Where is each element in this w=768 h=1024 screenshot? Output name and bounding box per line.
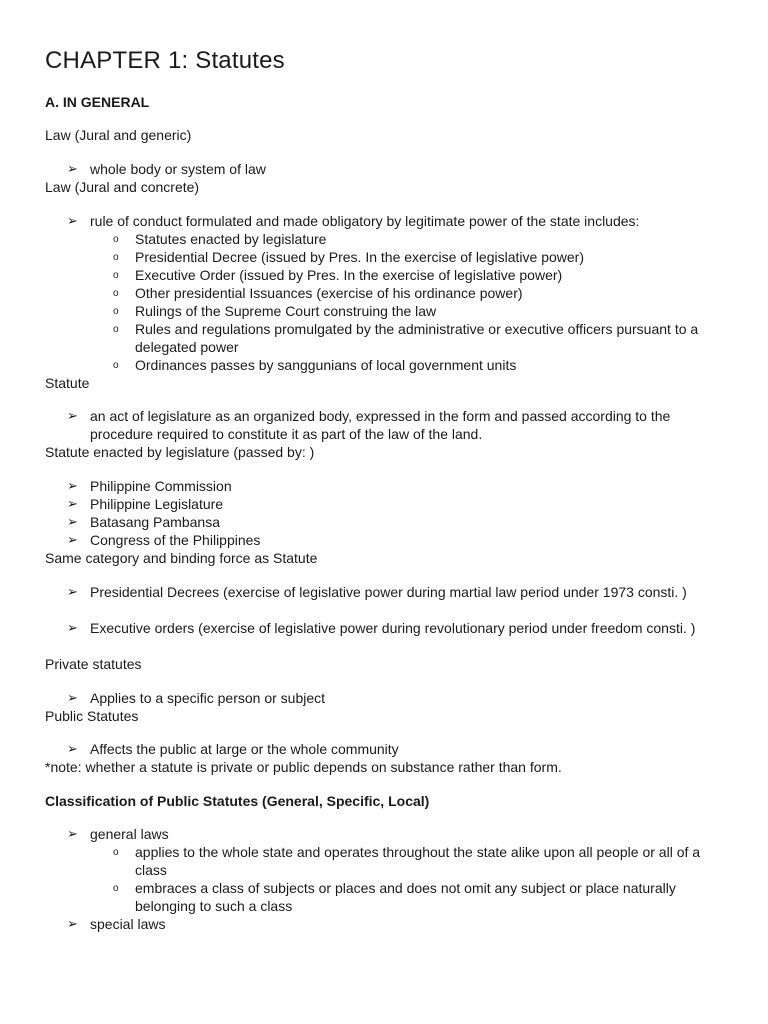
sub-bullet-text: applies to the whole state and operates throughout the state alike upon all people or all of a class	[135, 844, 701, 878]
arrow-bullet-icon: ➢	[67, 826, 78, 841]
arrow-bullet-icon: ➢	[67, 532, 78, 547]
arrow-bullet-icon: ➢	[67, 584, 78, 599]
bullet-item	[67, 915, 735, 933]
bullet-item	[67, 825, 735, 843]
sub-bullet-item	[113, 302, 735, 320]
circle-bullet-icon: o	[113, 324, 119, 335]
arrow-bullet-icon: ➢	[67, 690, 78, 705]
arrow-bullet-icon: ➢	[67, 916, 78, 931]
bullet-item	[67, 619, 735, 637]
bullet-text: special laws	[90, 916, 166, 932]
arrow-bullet-icon: ➢	[67, 213, 78, 228]
bullet-text: Batasang Pambansa	[90, 514, 220, 530]
sub-bullet-text: Rulings of the Supreme Court construing the law	[135, 303, 437, 319]
sub-bullet-item	[113, 284, 735, 302]
bullet-text: Applies to a specific person or subject	[90, 690, 326, 706]
bullet-item	[67, 689, 735, 707]
arrow-bullet-icon: ➢	[67, 496, 78, 511]
bullet-text: Congress of the Philippines	[90, 532, 261, 548]
bullet-item	[67, 160, 735, 178]
sub-bullet-text: Other presidential Issuances (exercise of his ordinance power)	[135, 285, 523, 301]
bullet-text: Philippine Legislature	[90, 496, 224, 512]
section-heading-in-general: A. IN GENERAL	[45, 94, 150, 110]
term-law-generic: Law (Jural and generic)	[45, 127, 192, 143]
term-public-statutes: Public Statutes	[45, 708, 139, 724]
bullet-text: Executive orders (exercise of legislative power during revolutionary period under freedom consti. )	[90, 620, 696, 636]
circle-bullet-icon: o	[113, 270, 119, 281]
arrow-bullet-icon: ➢	[67, 408, 78, 423]
sub-bullet-text: Rules and regulations promulgated by the administrative or executive officers pursuant to a delegated power	[135, 321, 699, 355]
sub-bullet-item	[113, 879, 735, 915]
circle-bullet-icon: o	[113, 360, 119, 371]
bullet-item	[67, 513, 735, 531]
bullet-item	[67, 531, 735, 549]
arrow-bullet-icon: ➢	[67, 161, 78, 176]
sub-bullet-text: Presidential Decree (issued by Pres. In the exercise of legislative power)	[135, 249, 584, 265]
bullet-item	[67, 740, 735, 758]
sub-bullet-item	[113, 266, 735, 284]
circle-bullet-icon: o	[113, 234, 119, 245]
bullet-text: general laws	[90, 826, 169, 842]
circle-bullet-icon: o	[113, 883, 119, 894]
circle-bullet-icon: o	[113, 306, 119, 317]
sub-bullet-item	[113, 356, 735, 374]
term-private-statutes: Private statutes	[45, 656, 142, 672]
term-statute-enacted: Statute enacted by legislature (passed by: )	[45, 444, 315, 460]
sub-bullet-text: Executive Order (issued by Pres. In the exercise of legislative power)	[135, 267, 563, 283]
bullet-item	[67, 583, 735, 601]
bullet-item	[67, 407, 735, 443]
section-heading-classification: Classification of Public Statutes (General, Specific, Local)	[45, 793, 430, 809]
bullet-item	[67, 212, 735, 230]
bullet-text: Affects the public at large or the whole community	[90, 741, 399, 757]
chapter-title: CHAPTER 1: Statutes	[45, 47, 285, 74]
bullet-text: an act of legislature as an organized body, expressed in the form and passed according to the procedure required to constitute it as part of the law of the land.	[90, 408, 671, 442]
sub-bullet-text: Statutes enacted by legislature	[135, 231, 327, 247]
circle-bullet-icon: o	[113, 288, 119, 299]
note-text: *note: whether a statute is private or public depends on substance rather than form.	[45, 759, 562, 775]
sub-bullet-item	[113, 230, 735, 248]
sub-bullet-text: Ordinances passes by sanggunians of local government units	[135, 357, 517, 373]
bullet-item	[67, 495, 735, 513]
term-law-concrete: Law (Jural and concrete)	[45, 179, 200, 195]
circle-bullet-icon: o	[113, 847, 119, 858]
arrow-bullet-icon: ➢	[67, 478, 78, 493]
sub-bullet-item	[113, 248, 735, 266]
sub-bullet-item	[113, 843, 735, 879]
bullet-text: Philippine Commission	[90, 478, 232, 494]
arrow-bullet-icon: ➢	[67, 514, 78, 529]
sub-bullet-item	[113, 320, 735, 356]
circle-bullet-icon: o	[113, 252, 119, 263]
bullet-item	[67, 477, 735, 495]
bullet-text: Presidential Decrees (exercise of legislative power during martial law period under 1973 consti. )	[90, 584, 687, 600]
bullet-text: whole body or system of law	[90, 161, 266, 177]
bullet-text: rule of conduct formulated and made obligatory by legitimate power of the state includes:	[90, 213, 640, 229]
term-statute: Statute	[45, 375, 90, 391]
arrow-bullet-icon: ➢	[67, 741, 78, 756]
term-same-category: Same category and binding force as Statute	[45, 550, 318, 566]
sub-bullet-text: embraces a class of subjects or places and does not omit any subject or place naturally belonging to such a class	[135, 880, 676, 914]
arrow-bullet-icon: ➢	[67, 620, 78, 635]
